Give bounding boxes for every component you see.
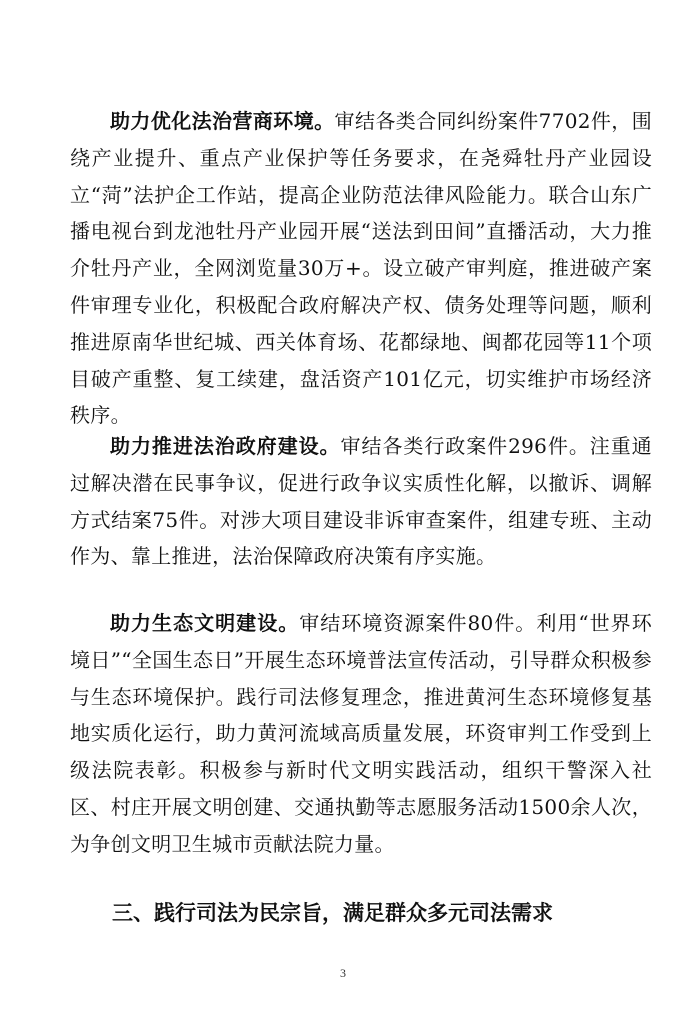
paragraph-business-environment xyxy=(70,103,652,434)
page-number: 3 xyxy=(340,966,346,980)
paragraph-lead: 助力生态文明建设。 xyxy=(110,611,300,635)
paragraph-lead: 助力推进法治政府建设。 xyxy=(110,434,341,458)
paragraph-body: 审结环境资源案件80件。利用“世界环境日”“全国生态日”开展生态环境普法宣传活动，引导群众积极参与生态环境保护。践行司法修复理念，推进黄河生态环境修复基地实质化运行，助力黄河流域高质量发展，环资审判工作受到上级法院表彰。积极参与新时代文明实践活动，组织干警深入社区、村庄开展文明创建、交通执勤等志愿服务活动1500余人次，为争创文明卫生城市贡献法院力量。 xyxy=(70,611,652,856)
paragraph-body: 审结各类行政案件296件。注重通过解决潜在民事争议，促进行政争议实质性化解，以撤诉、调解方式结案75件。对涉大项目建设非诉审查案件，组建专班、主动作为、靠上推进，法治保障政府决策有序实施。 xyxy=(70,434,652,569)
paragraph-rule-of-law-government xyxy=(70,428,652,575)
paragraph-lead: 助力优化法治营商环境。 xyxy=(110,109,335,133)
paragraph-ecological-civilization xyxy=(70,605,652,863)
paragraph-body: 审结各类合同纠纷案件7702件，围绕产业提升、重点产业保护等任务要求，在尧舜牡丹产业园设立“菏”法护企工作站，提高企业防范法律风险能力。联合山东广播电视台到龙池牡丹产业园开展“送法到田间”直播活动，大力推介牡丹产业，全网浏览量30万+。设立破产审判庭，推进破产案件审理专业化，积极配合政府解决产权、债务处理等问题，顺利推进原南华世纪城、西关体育场、花都绿地、闽都花园等11个项目破产重整、复工续建，盘活资产101亿元，切实维护市场经济秩序。 xyxy=(70,109,653,428)
section-heading: 三、践行司法为民宗旨，满足群众多元司法需求 xyxy=(112,901,553,925)
